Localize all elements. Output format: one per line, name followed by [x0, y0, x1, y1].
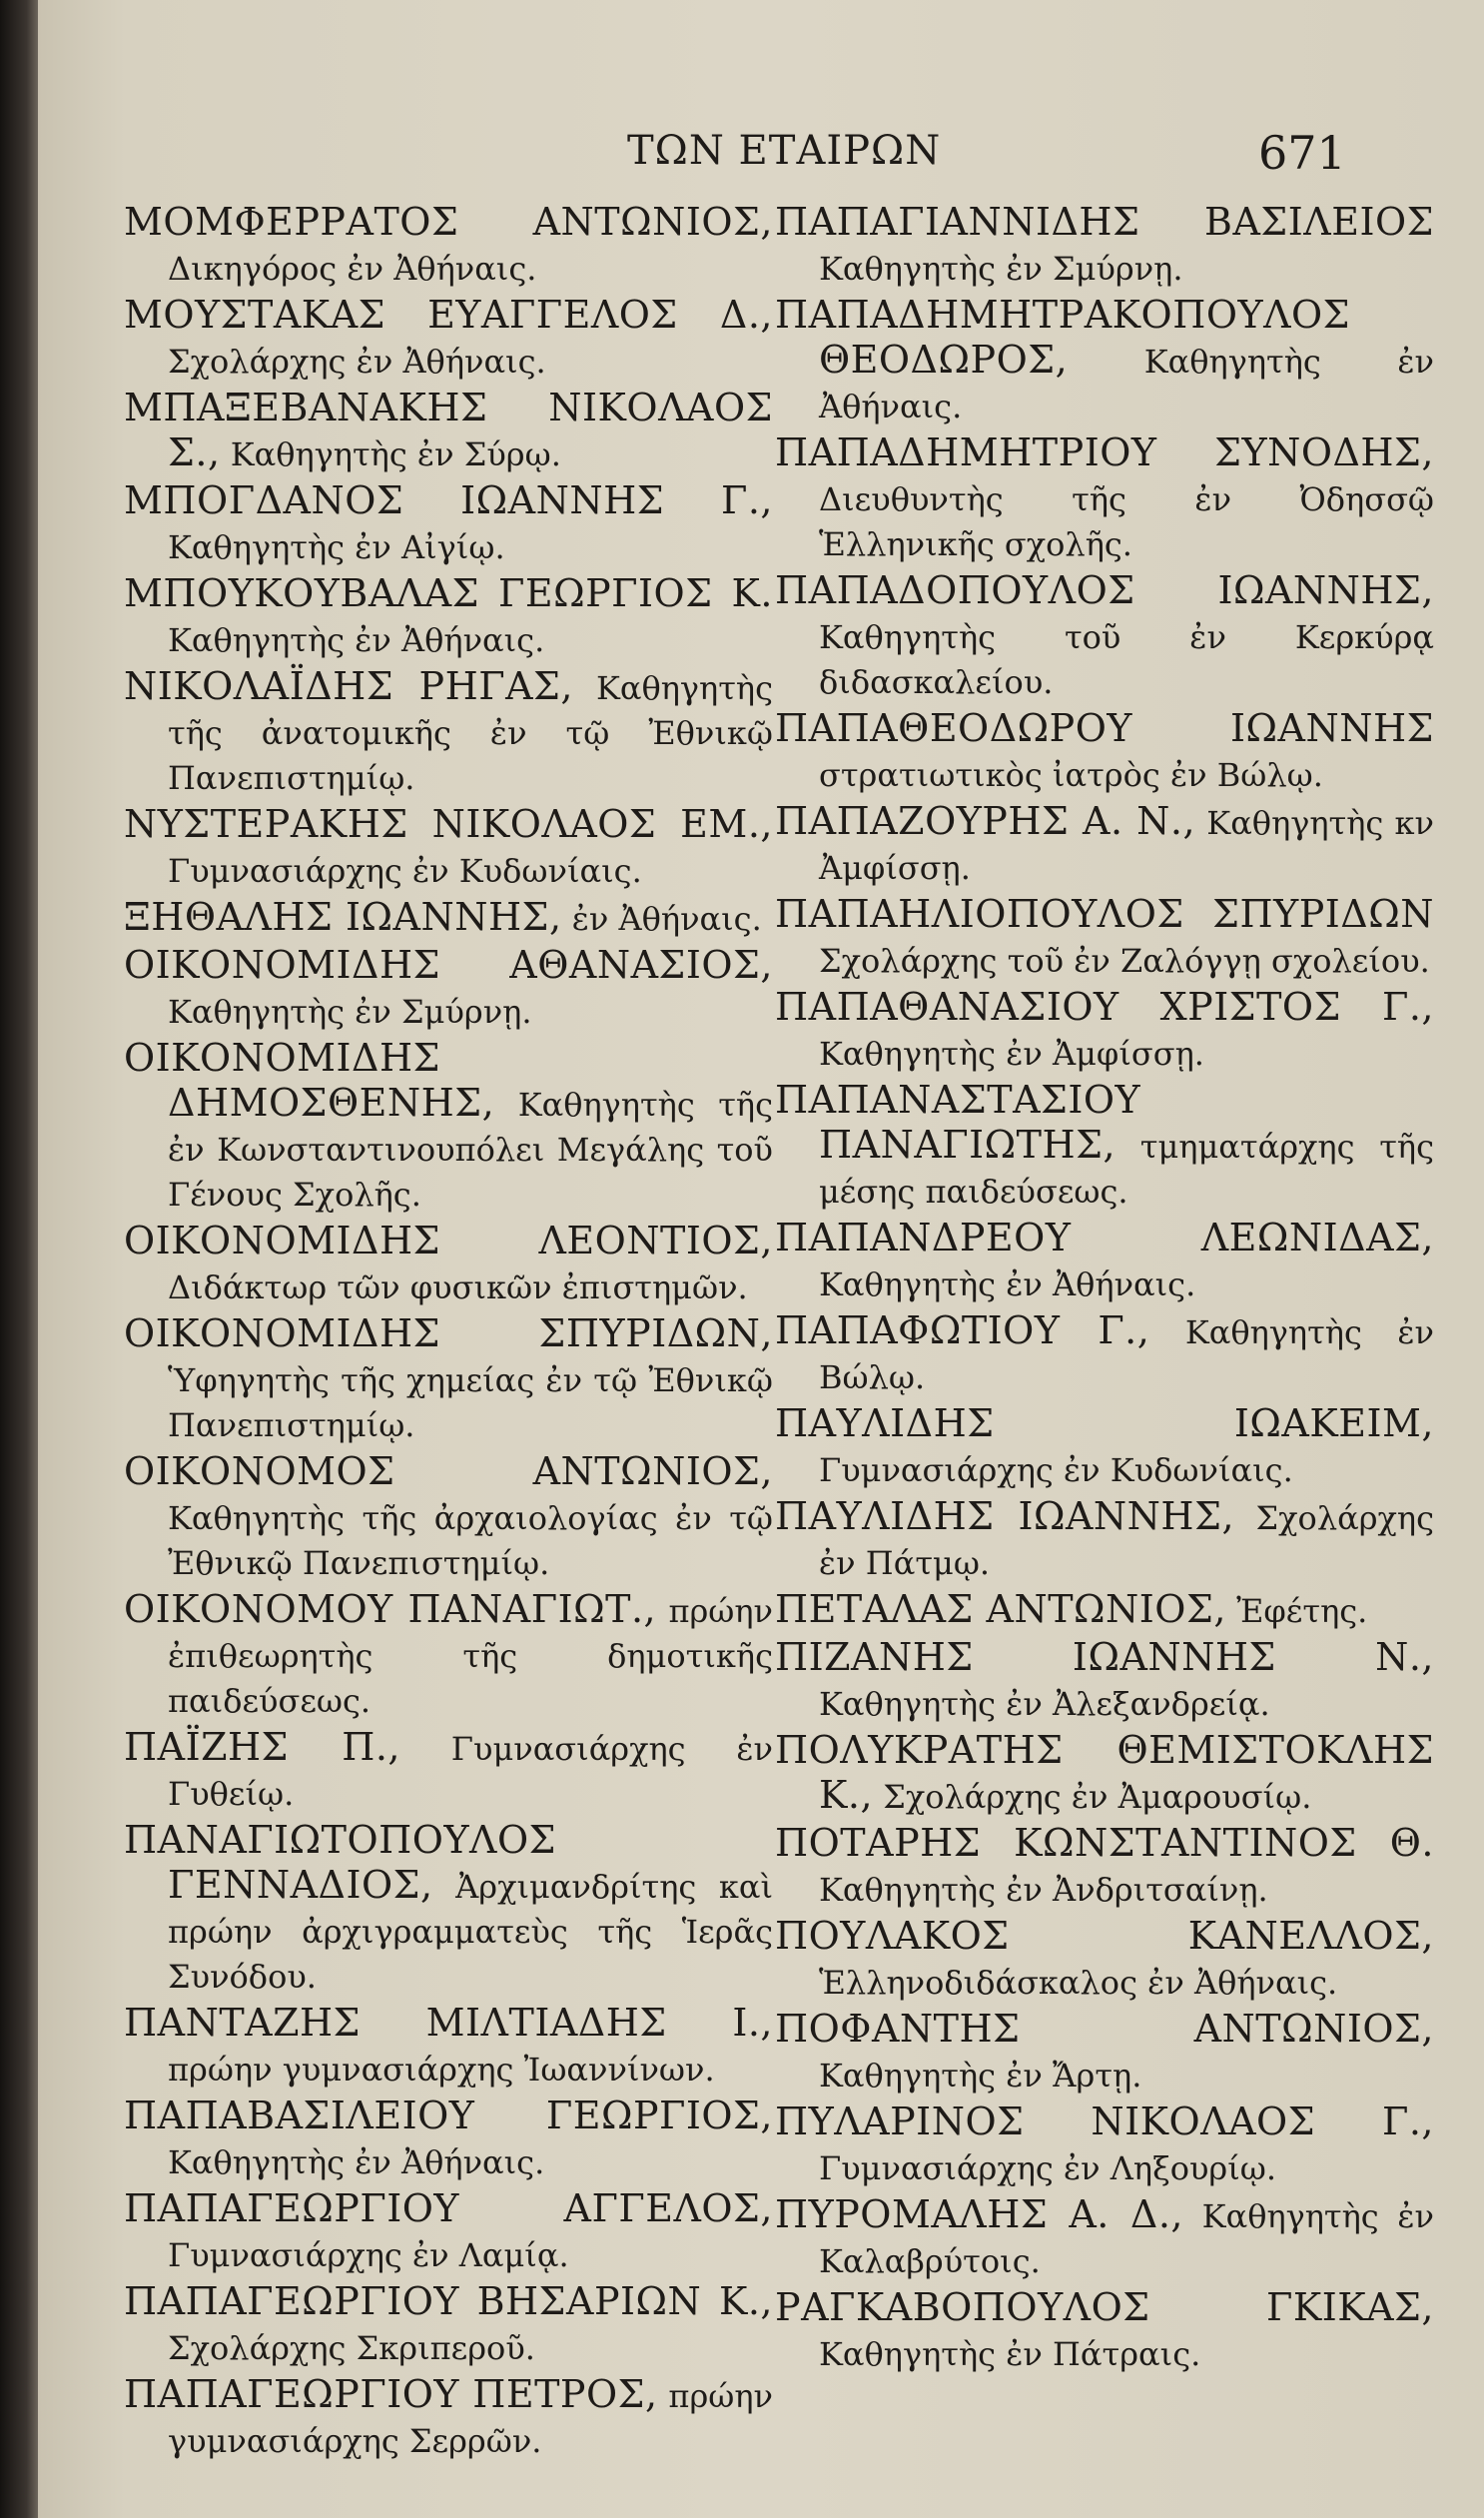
entry-description: Καθηγητὴς ἐν Σμύρνῃ.	[168, 993, 532, 1031]
entry-description: Γυμνασιάρχης ἐν Γυθείῳ.	[168, 1730, 773, 1813]
entry-name: ΠΑΪΖΗΣ Π.,	[124, 1725, 400, 1769]
directory-entry	[775, 1401, 1434, 1492]
entry-name: ΠΟΦΑΝΤΗΣ ΑΝΤΩΝΙΟΣ,	[775, 2007, 1434, 2051]
entry-name: ΠΑΠΑΗΛΙΟΠΟΥΛΟΣ ΣΠΥΡΙΔΩΝ	[775, 892, 1434, 936]
entry-description: Καθηγητὴς κν Ἀμφίσσῃ.	[819, 804, 1434, 887]
entry-description: Ὑφηγητὴς τῆς χημείας ἐν τῷ Ἐθνικῷ Πανεπιστημίῳ.	[168, 1361, 773, 1444]
entry-description: στρατιωτικὸς ἰατρὸς ἐν Βώλῳ.	[819, 756, 1323, 794]
entry-description: Σχολάρχης ἐν Ἀμαρουσίῳ.	[873, 1778, 1312, 1816]
entry-description: Καθηγητὴς ἐν Ἄρτῃ.	[819, 2057, 1142, 2095]
directory-entry	[124, 2001, 773, 2092]
entry-description: τμηματάρχης τῆς μέσης παιδεύσεως.	[819, 1128, 1434, 1211]
entry-name: ΠΙΖΑΝΗΣ ΙΩΑΝΝΗΣ Ν.,	[775, 1635, 1434, 1679]
directory-entry	[124, 2372, 773, 2463]
entry-name: ΠΑΠΑΓΕΩΡΓΙΟΥ ΠΕΤΡΟΣ,	[124, 2372, 658, 2416]
entry-description: Διευθυντὴς τῆς ἐν Ὀδησσῷ Ἑλληνικῆς σχολῆς.	[819, 480, 1434, 563]
directory-entry	[775, 1587, 1434, 1633]
directory-entry	[775, 1078, 1434, 1214]
book-binding-shadow	[0, 0, 38, 2518]
entry-name: ΠΑΝΤΑΖΗΣ ΜΙΛΤΙΑΔΗΣ Ι.,	[124, 2001, 773, 2045]
directory-entry	[775, 892, 1434, 983]
directory-entry	[124, 895, 773, 941]
entry-description: Καθηγητὴς ἐν Σύρῳ.	[220, 435, 561, 473]
directory-entry	[775, 1494, 1434, 1585]
entry-name: ΜΠΟΥΚΟΥΒΑΛΑΣ ΓΕΩΡΓΙΟΣ Κ.	[124, 571, 773, 615]
directory-entry	[775, 706, 1434, 797]
entry-description: Καθηγητὴς ἐν Ἀθήναις.	[819, 1265, 1196, 1303]
entry-name: ΠΑΠΑΝΑΣΤΑΣΙΟΥ ΠΑΝΑΓΙΩΤΗΣ,	[775, 1078, 1141, 1167]
directory-entry	[775, 985, 1434, 1076]
entry-description: Καθηγητὴς ἐν Ἀμφίσσῃ.	[819, 1035, 1204, 1073]
entry-description: Σχολάρχης ἐν Πάτμῳ.	[819, 1499, 1434, 1582]
entry-description: Ἀρχιμανδρίτης καὶ πρώην ἀρχιγραμματεὺς τῆς Ἱερᾶς Συνόδου.	[168, 1868, 773, 1996]
entry-description: Καθηγητὴς ἐν Σμύρνῃ.	[819, 250, 1183, 288]
entry-name: ΠΑΥΛΙΔΗΣ ΙΩΑΚΕΙΜ,	[775, 1401, 1434, 1445]
directory-entry	[124, 1587, 773, 1723]
book-page	[38, 0, 1484, 2518]
entry-name: ΠΑΠΑΘΕΟΔΩΡΟΥ ΙΩΑΝΝΗΣ	[775, 706, 1434, 750]
entry-description: πρώην γυμνασιάρχης Σερρῶν.	[168, 2377, 773, 2460]
entry-description: Γυμνασιάρχης ἐν Κυδωνίαις.	[819, 1451, 1293, 1489]
entry-description: Σχολάρχης τοῦ ἐν Ζαλόγγῃ σχολείου.	[819, 942, 1430, 980]
entry-description: Γυμνασιάρχης ἐν Κυδωνίαις.	[168, 852, 642, 890]
directory-entry	[775, 200, 1434, 291]
entry-description: Γυμνασιάρχης ἐν Λαμίᾳ.	[168, 2236, 569, 2274]
entry-name: ΝΙΚΟΛΑΪΔΗΣ ΡΗΓΑΣ,	[124, 664, 573, 708]
directory-entry	[124, 1311, 773, 1447]
entry-name: ΜΟΜΦΕΡΡΑΤΟΣ ΑΝΤΩΝΙΟΣ,	[124, 200, 773, 244]
running-title: ΤΩΝ ΕΤΑΙΡΩΝ	[627, 128, 942, 174]
directory-entry	[775, 2192, 1434, 2283]
entry-name: ΠΑΥΛΙΔΗΣ ΙΩΑΝΝΗΣ,	[775, 1494, 1235, 1538]
entry-name: ΠΑΠΑΝΔΡΕΟΥ ΛΕΩΝΙΔΑΣ,	[775, 1216, 1434, 1259]
entry-description: Καθηγητὴς ἐν Ἀλεξανδρείᾳ.	[819, 1685, 1270, 1723]
entry-description: Καθηγητὴς ἐν Ἀθήναις.	[168, 621, 545, 659]
entry-description: Καθηγητὴς τῆς ἀρχαιολογίας ἐν τῷ Ἐθνικῷ Πανεπιστημίῳ.	[168, 1499, 773, 1582]
directory-entry	[775, 2007, 1434, 2098]
entry-description: Καθηγητὴς ἐν Ἀνδριτσαίνῃ.	[819, 1871, 1268, 1909]
directory-entry	[775, 293, 1434, 428]
entry-name: ΠΑΠΑΦΩΤΙΟΥ Γ.,	[775, 1308, 1150, 1352]
directory-entry	[124, 2279, 773, 2370]
left-column	[124, 200, 773, 2465]
entry-description: Σχολάρχης ἐν Ἀθήναις.	[168, 343, 546, 381]
directory-entry	[124, 386, 773, 476]
entry-description: Καθηγητὴς τῆς ἐν Κωνσταντινουπόλει Μεγάλης τοῦ Γένους Σχολῆς.	[168, 1086, 773, 1214]
entry-name: ΠΑΠΑΘΑΝΑΣΙΟΥ ΧΡΙΣΤΟΣ Γ.,	[775, 985, 1434, 1029]
directory-entry	[775, 1914, 1434, 2005]
entry-name: ΠΥΡΟΜΑΛΗΣ Α. Δ.,	[775, 2192, 1184, 2236]
entry-name: ΟΙΚΟΝΟΜΙΔΗΣ ΛΕΟΝΤΙΟΣ,	[124, 1219, 773, 1262]
entry-name: ΠΑΠΑΒΑΣΙΛΕΙΟΥ ΓΕΩΡΓΙΟΣ,	[124, 2094, 773, 2137]
directory-entry	[124, 1818, 773, 1999]
entry-name: ΟΙΚΟΝΟΜΙΔΗΣ ΑΘΑΝΑΣΙΟΣ,	[124, 943, 773, 987]
entry-description: Διδάκτωρ τῶν φυσικῶν ἐπιστημῶν.	[168, 1268, 748, 1306]
directory-entry	[775, 1308, 1434, 1399]
directory-entry	[775, 1821, 1434, 1912]
directory-entry	[124, 478, 773, 569]
entry-name: ΠΑΠΑΔΗΜΗΤΡΙΟΥ ΣΥΝΟΔΗΣ,	[775, 430, 1434, 474]
directory-entry	[775, 1728, 1434, 1819]
entry-description: Καθηγητὴς ἐν Ἀθήναις.	[168, 2143, 545, 2181]
entry-description: Καθηγητὴς ἐν Αἰγίῳ.	[168, 528, 505, 566]
directory-entry	[124, 802, 773, 893]
directory-entry	[124, 664, 773, 800]
entry-name: ΟΙΚΟΝΟΜΟΣ ΑΝΤΩΝΙΟΣ,	[124, 1449, 773, 1493]
directory-entry	[124, 2094, 773, 2184]
entry-name: ΠΑΠΑΓΕΩΡΓΙΟΥ ΒΗΣΑΡΙΩΝ Κ.,	[124, 2279, 773, 2323]
entry-name: ΠΑΠΑΔΗΜΗΤΡΑΚΟΠΟΥΛΟΣ ΘΕΟΔΩΡΟΣ,	[775, 293, 1351, 382]
entry-name: ΞΗΘΑΛΗΣ ΙΩΑΝΝΗΣ,	[124, 895, 562, 939]
directory-entry	[124, 200, 773, 291]
entry-name: ΠΑΠΑΔΟΠΟΥΛΟΣ ΙΩΑΝΝΗΣ,	[775, 568, 1434, 612]
entry-name: ΠΑΠΑΓΙΑΝΝΙΔΗΣ ΒΑΣΙΛΕΙΟΣ	[775, 200, 1434, 244]
entry-name: ΠΟΛΥΚΡΑΤΗΣ ΘΕΜΙΣΤΟΚΛΗΣ Κ.,	[775, 1728, 1434, 1817]
entry-name: ΠΟΥΛΑΚΟΣ ΚΑΝΕΛΛΟΣ,	[775, 1914, 1434, 1958]
entry-name: ΝΥΣΤΕΡΑΚΗΣ ΝΙΚΟΛΑΟΣ ΕΜ.,	[124, 802, 773, 846]
entry-description: Καθηγητὴς ἐν Πάτραις.	[819, 2335, 1201, 2373]
entry-description: Καθηγητὴς ἐν Καλαβρύτοις.	[819, 2197, 1435, 2280]
entry-name: ΡΑΓΚΑΒΟΠΟΥΛΟΣ ΓΚΙΚΑΣ,	[775, 2285, 1434, 2329]
directory-entry	[775, 430, 1434, 566]
directory-entry	[775, 1635, 1434, 1726]
entry-name: ΠΑΠΑΖΟΥΡΗΣ Α. Ν.,	[775, 799, 1196, 843]
entry-name: ΠΕΤΑΛΑΣ ΑΝΤΩΝΙΟΣ,	[775, 1587, 1226, 1631]
entry-name: ΠΑΠΑΓΕΩΡΓΙΟΥ ΑΓΓΕΛΟΣ,	[124, 2186, 773, 2230]
entry-description: Καθηγητὴς ἐν Βώλῳ.	[819, 1313, 1434, 1396]
entry-name: ΜΠΑΞΕΒΑΝΑΚΗΣ ΝΙΚΟΛΑΟΣ Σ.,	[124, 386, 773, 474]
entry-description: πρώην ἐπιθεωρητὴς τῆς δημοτικῆς παιδεύσεως.	[168, 1592, 774, 1720]
directory-entry	[124, 943, 773, 1034]
directory-entry	[775, 2285, 1434, 2376]
directory-entry	[124, 293, 773, 384]
entry-description: πρώην γυμνασιάρχης Ἰωαννίνων.	[168, 2051, 715, 2089]
entry-description: Δικηγόρος ἐν Ἀθήναις.	[168, 250, 537, 288]
directory-entry	[124, 1725, 773, 1816]
entry-description: Καθηγητὴς τοῦ ἐν Κερκύρᾳ διδασκαλείου.	[819, 618, 1434, 701]
entry-name: ΠΑΝΑΓΙΩΤΟΠΟΥΛΟΣ ΓΕΝΝΑΔΙΟΣ,	[124, 1818, 556, 1907]
entry-name: ΜΠΟΓΔΑΝΟΣ ΙΩΑΝΝΗΣ Γ.,	[124, 478, 773, 522]
directory-entry	[775, 568, 1434, 704]
entry-description: ἐν Ἀθήναις.	[561, 900, 762, 938]
entry-description: Καθηγητὴς ἐν Ἀθήναις.	[819, 343, 1434, 425]
entry-description: Γυμνασιάρχης ἐν Ληξουρίῳ.	[819, 2149, 1277, 2187]
directory-entry	[775, 1216, 1434, 1306]
entry-description: Ἐφέτης.	[1225, 1592, 1368, 1630]
directory-entry	[124, 1449, 773, 1585]
entry-name: ΠΥΛΑΡΙΝΟΣ ΝΙΚΟΛΑΟΣ Γ.,	[775, 2099, 1434, 2143]
entry-name: ΠΟΤΑΡΗΣ ΚΩΝΣΤΑΝΤΙΝΟΣ Θ.	[775, 1821, 1434, 1865]
directory-entry	[124, 571, 773, 662]
directory-entry	[124, 1036, 773, 1217]
entry-description: Ἑλληνοδιδάσκαλος ἐν Ἀθήναις.	[819, 1964, 1338, 2002]
directory-entry	[124, 2186, 773, 2277]
entry-name: ΟΙΚΟΝΟΜΙΔΗΣ ΔΗΜΟΣΘΕΝΗΣ,	[124, 1036, 495, 1125]
page-header	[38, 128, 1484, 188]
directory-entry	[124, 1219, 773, 1309]
entry-description: Σχολάρχης Σκριπεροῦ.	[168, 2329, 535, 2367]
entry-name: ΟΙΚΟΝΟΜΙΔΗΣ ΣΠΥΡΙΔΩΝ,	[124, 1311, 773, 1355]
right-column	[775, 200, 1434, 2378]
directory-entry	[775, 2099, 1434, 2190]
entry-name: ΜΟΥΣΤΑΚΑΣ ΕΥΑΓΓΕΛΟΣ Δ.,	[124, 293, 773, 337]
directory-entry	[775, 799, 1434, 890]
page-number: 671	[1258, 126, 1346, 180]
entry-name: ΟΙΚΟΝΟΜΟΥ ΠΑΝΑΓΙΩΤ.,	[124, 1587, 657, 1631]
entry-description: Καθηγητὴς τῆς ἀνατομικῆς ἐν τῷ Ἐθνικῷ Πανεπιστημίῳ.	[168, 669, 773, 797]
